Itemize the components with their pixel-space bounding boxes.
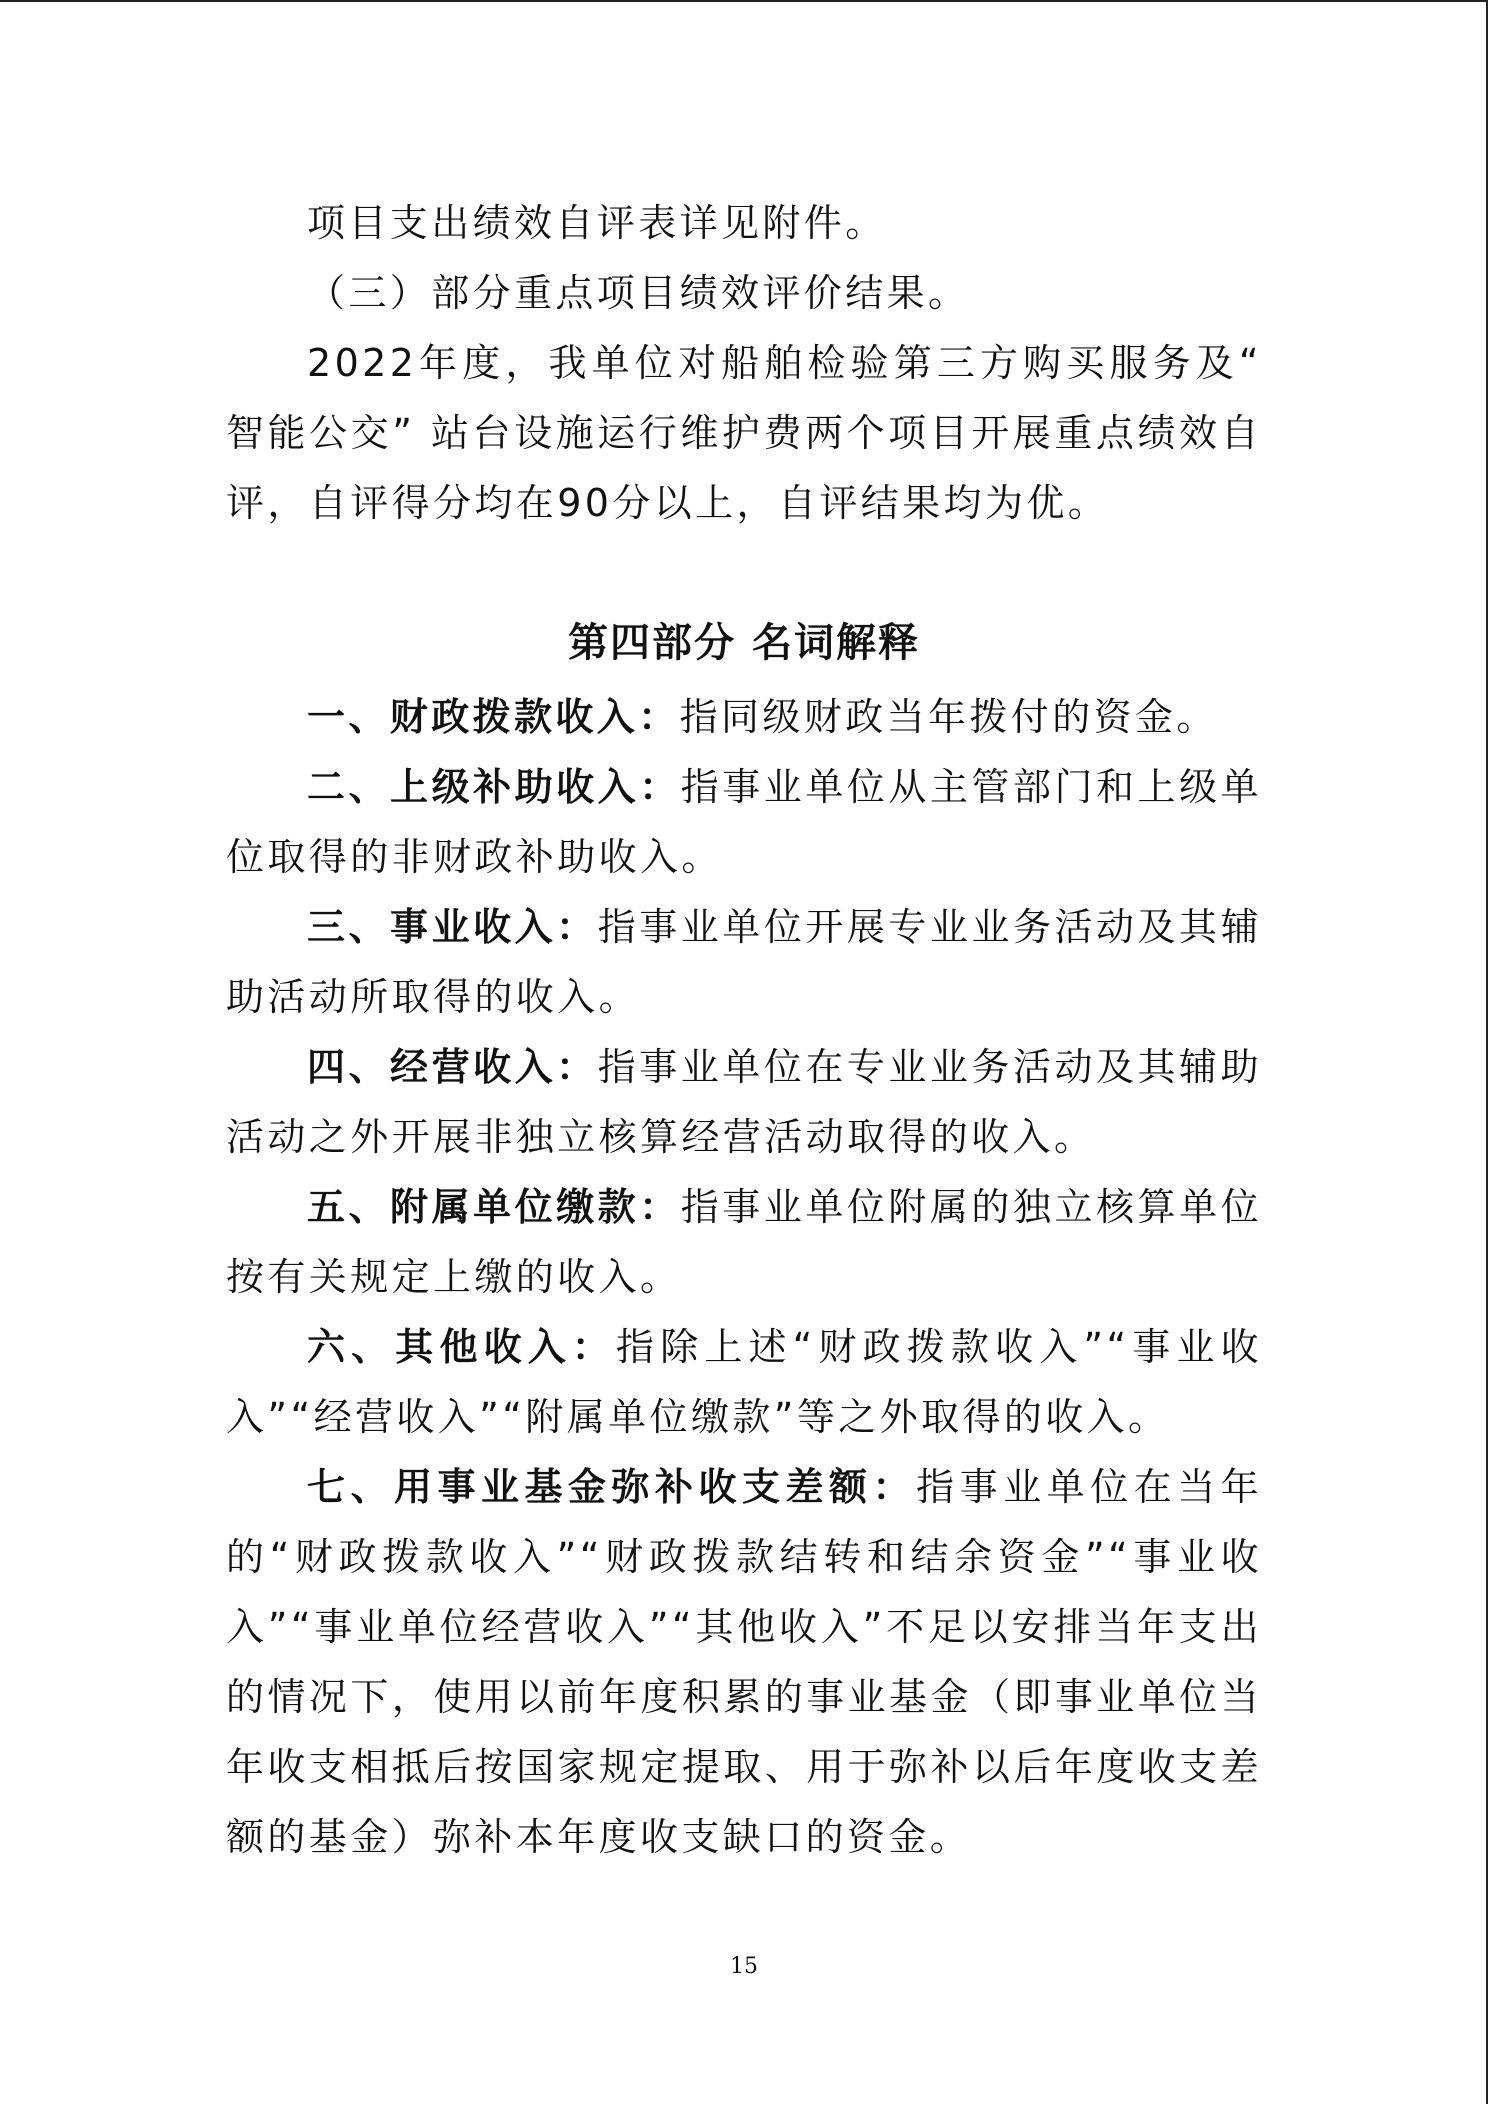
definition-item [226,1452,1262,1872]
document-body [226,188,1262,1872]
definition-term: 一、财政拨款收入： [307,695,680,739]
definition-item [226,752,1262,892]
top-border [0,0,1488,2]
definition-term: 六、其他收入： [307,1325,617,1369]
section-title: 第四部分 名词解释 [568,620,920,666]
definition-text: 指事业单位开展专业业务活动及其辅助活动所取得的收入。 [226,905,1262,1019]
definition-term: 二、上级补助收入： [307,765,681,809]
definition-item [226,682,1262,752]
definition-term: 五、附属单位缴款： [307,1185,681,1229]
performance-paragraph: 2022年度，我单位对船舶检验第三方购买服务及“ 智能公交” 站台设施运行维护费两个项目开展重点绩效自评，自评得分均在90分以上，自评结果均为优。 [226,341,1262,525]
definition-term: 七、用事业基金弥补收支差额： [307,1465,917,1509]
page-number: 15 [730,1954,758,1979]
definition-term: 三、事业收入： [307,905,598,949]
definition-text: 指同级财政当年拨付的资金。 [679,695,1218,739]
subsection-heading: （三）部分重点项目绩效评价结果。 [307,271,970,315]
definition-text: 指除上述“财政拨款收入”“事业收入”“经营收入”“附属单位缴款”等之外取得的收入。 [226,1325,1262,1439]
definition-item [226,1312,1262,1452]
attachment-note: 项目支出绩效自评表详见附件。 [307,201,887,245]
definition-item [226,892,1262,1032]
definition-item [226,1172,1262,1312]
definition-text: 指事业单位在当年的“财政拨款收入”“财政拨款结转和结余资金”“事业收入”“事业单位经营收入”“其他收入”不足以安排当年支出的情况下，使用以前年度积累的事业基金（即事业单位当年收支相抵后按国家规定提取、用于弥补以后年度收支差额的基金）弥补本年度收支缺口的资金。 [226,1465,1262,1859]
definition-text: 指事业单位从主管部门和上级单位取得的非财政补助收入。 [226,765,1262,879]
definition-term: 四、经营收入： [307,1045,598,1089]
definition-text: 指事业单位在专业业务活动及其辅助活动之外开展非独立核算经营活动取得的收入。 [226,1045,1262,1159]
definition-text: 指事业单位附属的独立核算单位按有关规定上缴的收入。 [226,1185,1262,1299]
definition-item [226,1032,1262,1172]
